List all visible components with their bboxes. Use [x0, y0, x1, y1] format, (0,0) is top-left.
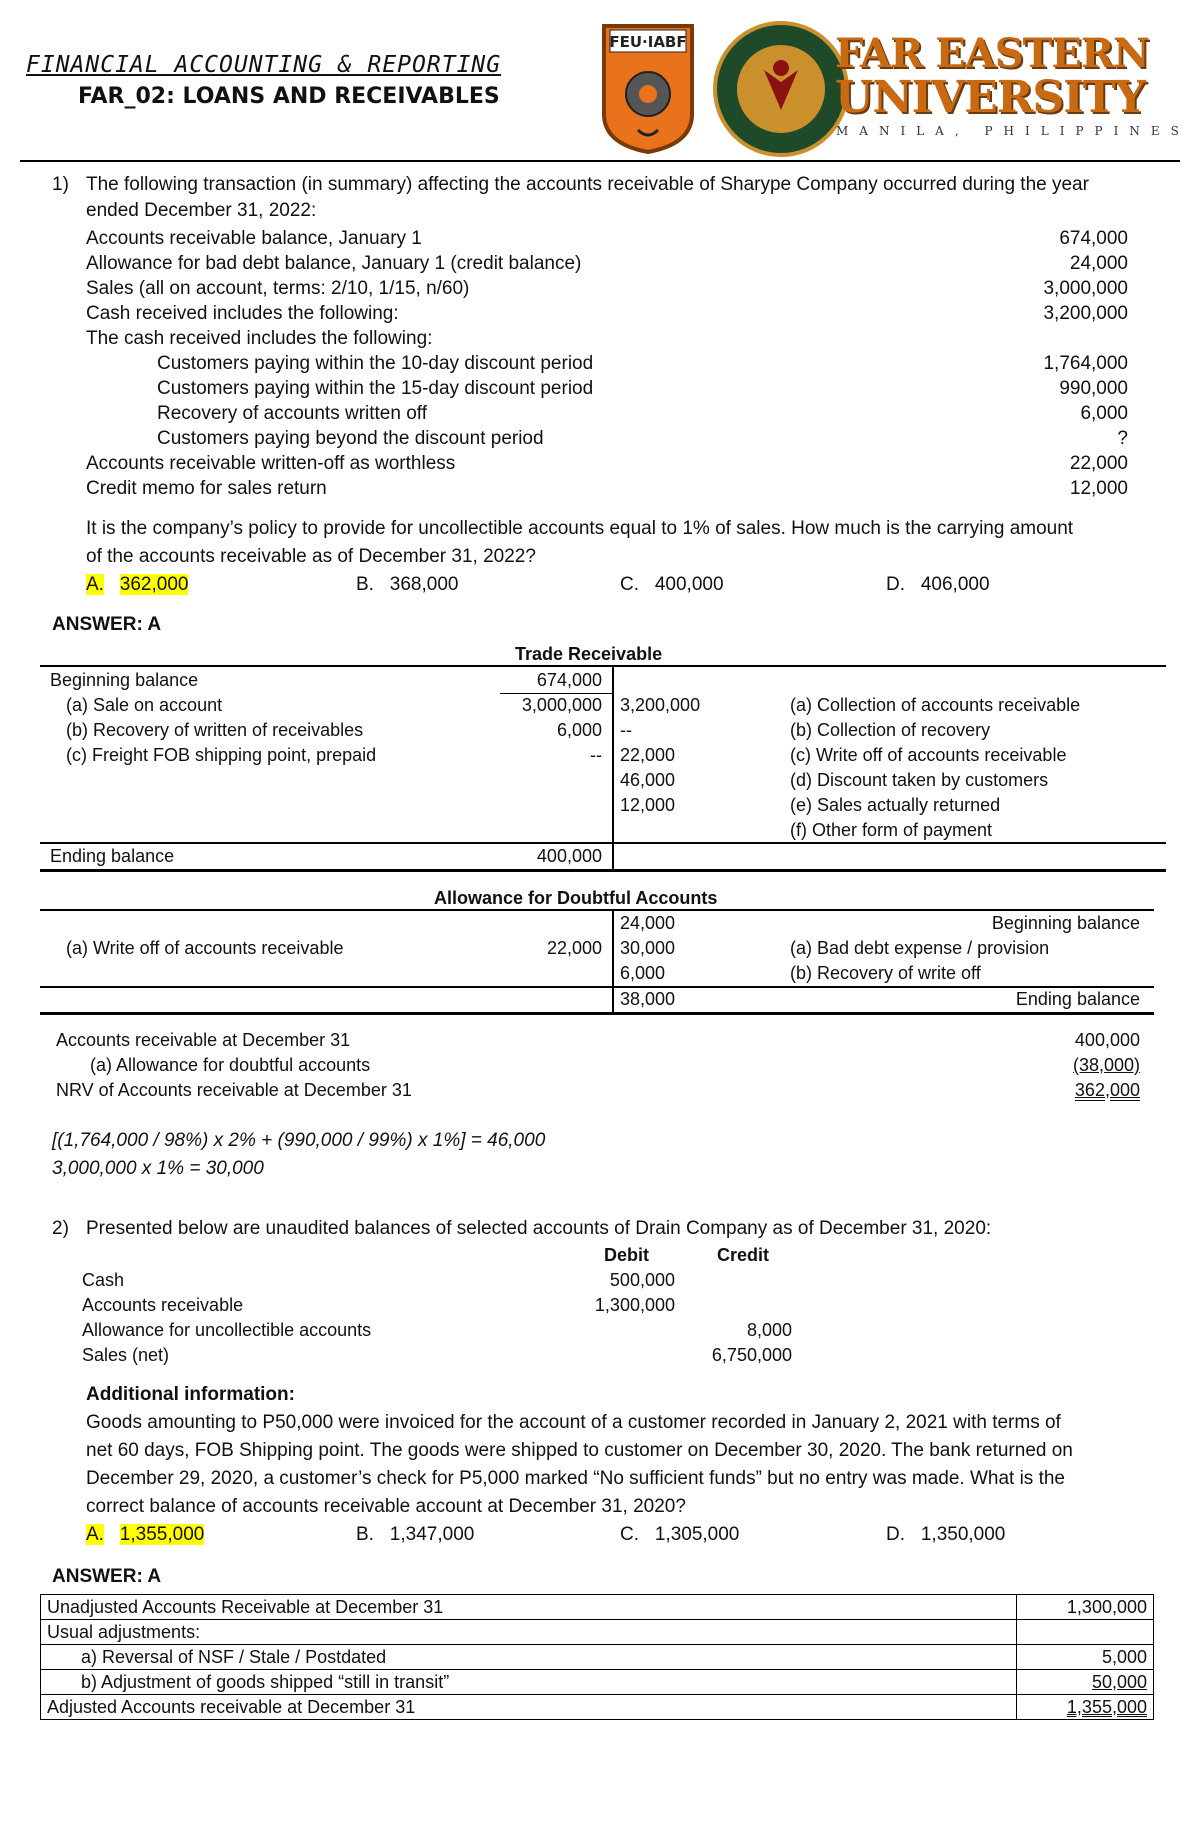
- table-cell-label: a) Reversal of NSF / Stale / Postdated: [41, 1645, 1017, 1670]
- choice-d[interactable]: D. 1,350,000: [886, 1524, 1006, 1545]
- q1-item-label: Customers paying within the 10-day discount period: [157, 353, 594, 374]
- q1-item-label: Recovery of accounts written off: [157, 403, 427, 424]
- credit-label: (b) Collection of recovery: [790, 720, 991, 740]
- q1-item-value: 24,000: [1069, 253, 1128, 274]
- nrv-value: 400,000: [1074, 1030, 1140, 1050]
- credit-value: 12,000: [620, 795, 676, 815]
- debit-value: 3,000,000: [521, 695, 602, 715]
- ending-label: Ending balance: [50, 846, 175, 866]
- q1-item-value: ?: [1117, 428, 1128, 449]
- additional-info-line: Goods amounting to P50,000 were invoiced for the account of a customer recorded in January 2, 2021 with terms of: [86, 1412, 1061, 1433]
- credit-value: 22,000: [620, 745, 676, 765]
- q1-intro-line1: The following transaction (in summary) affecting the accounts receivable of Sharype Company occurred during the year: [86, 174, 1089, 195]
- q1-question-line1: It is the company’s policy to provide for uncollectible accounts equal to 1% of sales. How much is the carrying amount: [86, 518, 1074, 539]
- table-cell-label: b) Adjustment of goods shipped “still in transit”: [41, 1670, 1017, 1695]
- account-credit: 8,000: [746, 1320, 792, 1340]
- credit-label: (f) Other form of payment: [790, 820, 993, 840]
- t-account-top-rule: [40, 665, 1166, 667]
- table-cell-value: 1,355,000: [1017, 1695, 1154, 1720]
- table-cell-label: Unadjusted Accounts Receivable at December 31: [41, 1595, 1017, 1620]
- table-row: [41, 1595, 1154, 1620]
- ending-rule-top: [40, 842, 1166, 844]
- nrv-label: NRV of Accounts receivable at December 31: [56, 1080, 412, 1100]
- q1-item-value: 3,000,000: [1043, 278, 1128, 299]
- university-seal-logo: [712, 20, 850, 158]
- allowance-center-rule: [612, 911, 614, 1012]
- q1-item-label: Accounts receivable balance, January 1: [86, 228, 422, 249]
- account-label: Cash: [82, 1270, 125, 1290]
- table-row: [41, 1620, 1154, 1645]
- debit-value: --: [590, 745, 602, 765]
- debit-label: (c) Freight FOB shipping point, prepaid: [66, 745, 377, 765]
- allowance-ending-label: Ending balance: [1015, 989, 1140, 1009]
- debit-value: 6,000: [556, 720, 602, 740]
- q1-item-value: 22,000: [1069, 453, 1128, 474]
- q1-item-value: 12,000: [1069, 478, 1128, 499]
- table-cell-value: 50,000: [1017, 1670, 1154, 1695]
- credit-label: (c) Write off of accounts receivable: [790, 745, 1067, 765]
- module-title: FAR_02: LOANS AND RECEIVABLES: [78, 84, 500, 109]
- university-name-line2: UNIVERSITY: [835, 72, 1145, 123]
- additional-info-line: December 29, 2020, a customer’s check for P5,000 marked “No sufficient funds” but no entry was made. What is the: [86, 1468, 1065, 1489]
- beginning-value: 674,000: [536, 670, 602, 690]
- allowance-top-rule: [40, 909, 1154, 911]
- table-cell-value: 1,300,000: [1017, 1595, 1154, 1620]
- q1-item-label: Customers paying within the 15-day discount period: [157, 378, 594, 399]
- allowance-credit-value: 24,000: [620, 913, 676, 933]
- q1-item-value: 674,000: [1059, 228, 1128, 249]
- allowance-credit-value: 30,000: [620, 938, 676, 958]
- ending-value: 400,000: [536, 846, 602, 866]
- allowance-ending-value: 38,000: [620, 989, 676, 1009]
- table-cell-label: Adjusted Accounts receivable at December 31: [41, 1695, 1017, 1720]
- credit-label: (e) Sales actually returned: [790, 795, 1001, 815]
- q1-item-label: Sales (all on account, terms: 2/10, 1/15, n/60): [86, 278, 470, 299]
- additional-info-title: Additional information:: [86, 1384, 295, 1405]
- q1-item-label: Cash received includes the following:: [86, 303, 399, 324]
- allowance-credit-value: 6,000: [620, 963, 666, 983]
- account-debit: 500,000: [609, 1270, 675, 1290]
- account-label: Accounts receivable: [82, 1295, 244, 1315]
- table-row: [41, 1670, 1154, 1695]
- q2-answer: ANSWER: A: [52, 1566, 162, 1587]
- adjustment-table: [40, 1594, 1154, 1720]
- beginning-label: Beginning balance: [50, 670, 199, 690]
- beginning-subrule: [500, 693, 612, 694]
- account-credit: 6,750,000: [711, 1345, 792, 1365]
- q1-item-value: 6,000: [1080, 403, 1128, 424]
- q1-intro-line2: ended December 31, 2022:: [86, 200, 317, 221]
- university-name-line1: FAR EASTERN: [835, 30, 1149, 77]
- nrv-value: 362,000: [1074, 1080, 1140, 1100]
- q1-answer: ANSWER: A: [52, 614, 162, 635]
- table-row: [41, 1695, 1154, 1720]
- col-credit: Credit: [717, 1245, 770, 1265]
- ending-rule-bottom: [40, 869, 1166, 872]
- table-cell-value: [1017, 1620, 1154, 1645]
- feu-iabf-logo: [600, 22, 696, 154]
- choice-a[interactable]: A. 362,000: [86, 574, 189, 595]
- computation-line1: [(1,764,000 / 98%) x 2% + (990,000 / 99%) x 1%] = 46,000: [52, 1130, 546, 1151]
- allowance-debit-label: (a) Write off of accounts receivable: [66, 938, 344, 958]
- allowance-ending-rule-top: [40, 986, 1154, 988]
- q1-question-line2: of the accounts receivable as of December 31, 2022?: [86, 546, 536, 567]
- col-debit: Debit: [604, 1245, 649, 1265]
- debit-label: (a) Sale on account: [66, 695, 223, 715]
- debit-label: (b) Recovery of written of receivables: [66, 720, 364, 740]
- q2-intro: Presented below are unaudited balances of selected accounts of Drain Company as of December 31, 2020:: [86, 1218, 992, 1239]
- university-location: MANILA, PHILIPPINES: [836, 124, 1190, 138]
- credit-label: (a) Collection of accounts receivable: [790, 695, 1081, 715]
- course-title: FINANCIAL ACCOUNTING & REPORTING: [26, 52, 502, 78]
- nrv-label: Accounts receivable at December 31: [56, 1030, 351, 1050]
- q2-number: 2): [52, 1218, 69, 1239]
- credit-value: 3,200,000: [620, 695, 701, 715]
- table-cell-value: 5,000: [1017, 1645, 1154, 1670]
- choice-c[interactable]: C. 1,305,000: [620, 1524, 740, 1545]
- q1-item-label: Credit memo for sales return: [86, 478, 327, 499]
- t-account-center-rule: [612, 667, 614, 870]
- allowance-debit-value: 22,000: [546, 938, 602, 958]
- credit-label: (d) Discount taken by customers: [790, 770, 1049, 790]
- table-row: [41, 1645, 1154, 1670]
- additional-info-line: correct balance of accounts receivable account at December 31, 2020?: [86, 1496, 686, 1517]
- account-debit: 1,300,000: [594, 1295, 675, 1315]
- table-cell-label: Usual adjustments:: [41, 1620, 1017, 1645]
- q1-number: 1): [52, 174, 69, 195]
- q1-item-label: Customers paying beyond the discount period: [157, 428, 544, 449]
- allowance-credit-label: Beginning balance: [991, 913, 1140, 933]
- nrv-label: (a) Allowance for doubtful accounts: [90, 1055, 371, 1075]
- allowance-credit-label: (b) Recovery of write off: [790, 963, 981, 983]
- allowance-credit-label: (a) Bad debt expense / provision: [790, 938, 1050, 958]
- choice-b[interactable]: B. 368,000: [356, 574, 459, 595]
- q1-item-value: 3,200,000: [1043, 303, 1128, 324]
- choice-a[interactable]: A. 1,355,000: [86, 1524, 205, 1545]
- q1-item-label: Accounts receivable written-off as worthless: [86, 453, 456, 474]
- computation-line2: 3,000,000 x 1% = 30,000: [52, 1158, 264, 1179]
- q1-item-value: 1,764,000: [1043, 353, 1128, 374]
- q1-item-label: Allowance for bad debt balance, January 1 (credit balance): [86, 253, 582, 274]
- q1-item-label: The cash received includes the following:: [86, 328, 433, 349]
- t-account-title: Trade Receivable: [515, 644, 663, 664]
- allowance-title: Allowance for Doubtful Accounts: [434, 888, 718, 908]
- credit-value: --: [620, 720, 632, 740]
- account-label: Sales (net): [82, 1345, 170, 1365]
- choice-d[interactable]: D. 406,000: [886, 574, 990, 595]
- logo-feu-text: FEU·IABF: [609, 33, 687, 51]
- credit-value: 46,000: [620, 770, 676, 790]
- additional-info-line: net 60 days, FOB Shipping point. The goods were shipped to customer on December 30, 2020. The bank returned on: [86, 1440, 1073, 1461]
- account-label: Allowance for uncollectible accounts: [82, 1320, 372, 1340]
- header-divider: [20, 160, 1180, 162]
- allowance-ending-rule-bottom: [40, 1012, 1154, 1015]
- choice-c[interactable]: C. 400,000: [620, 574, 724, 595]
- nrv-value: (38,000): [1072, 1055, 1140, 1075]
- choice-b[interactable]: B. 1,347,000: [356, 1524, 475, 1545]
- q1-item-value: 990,000: [1059, 378, 1128, 399]
